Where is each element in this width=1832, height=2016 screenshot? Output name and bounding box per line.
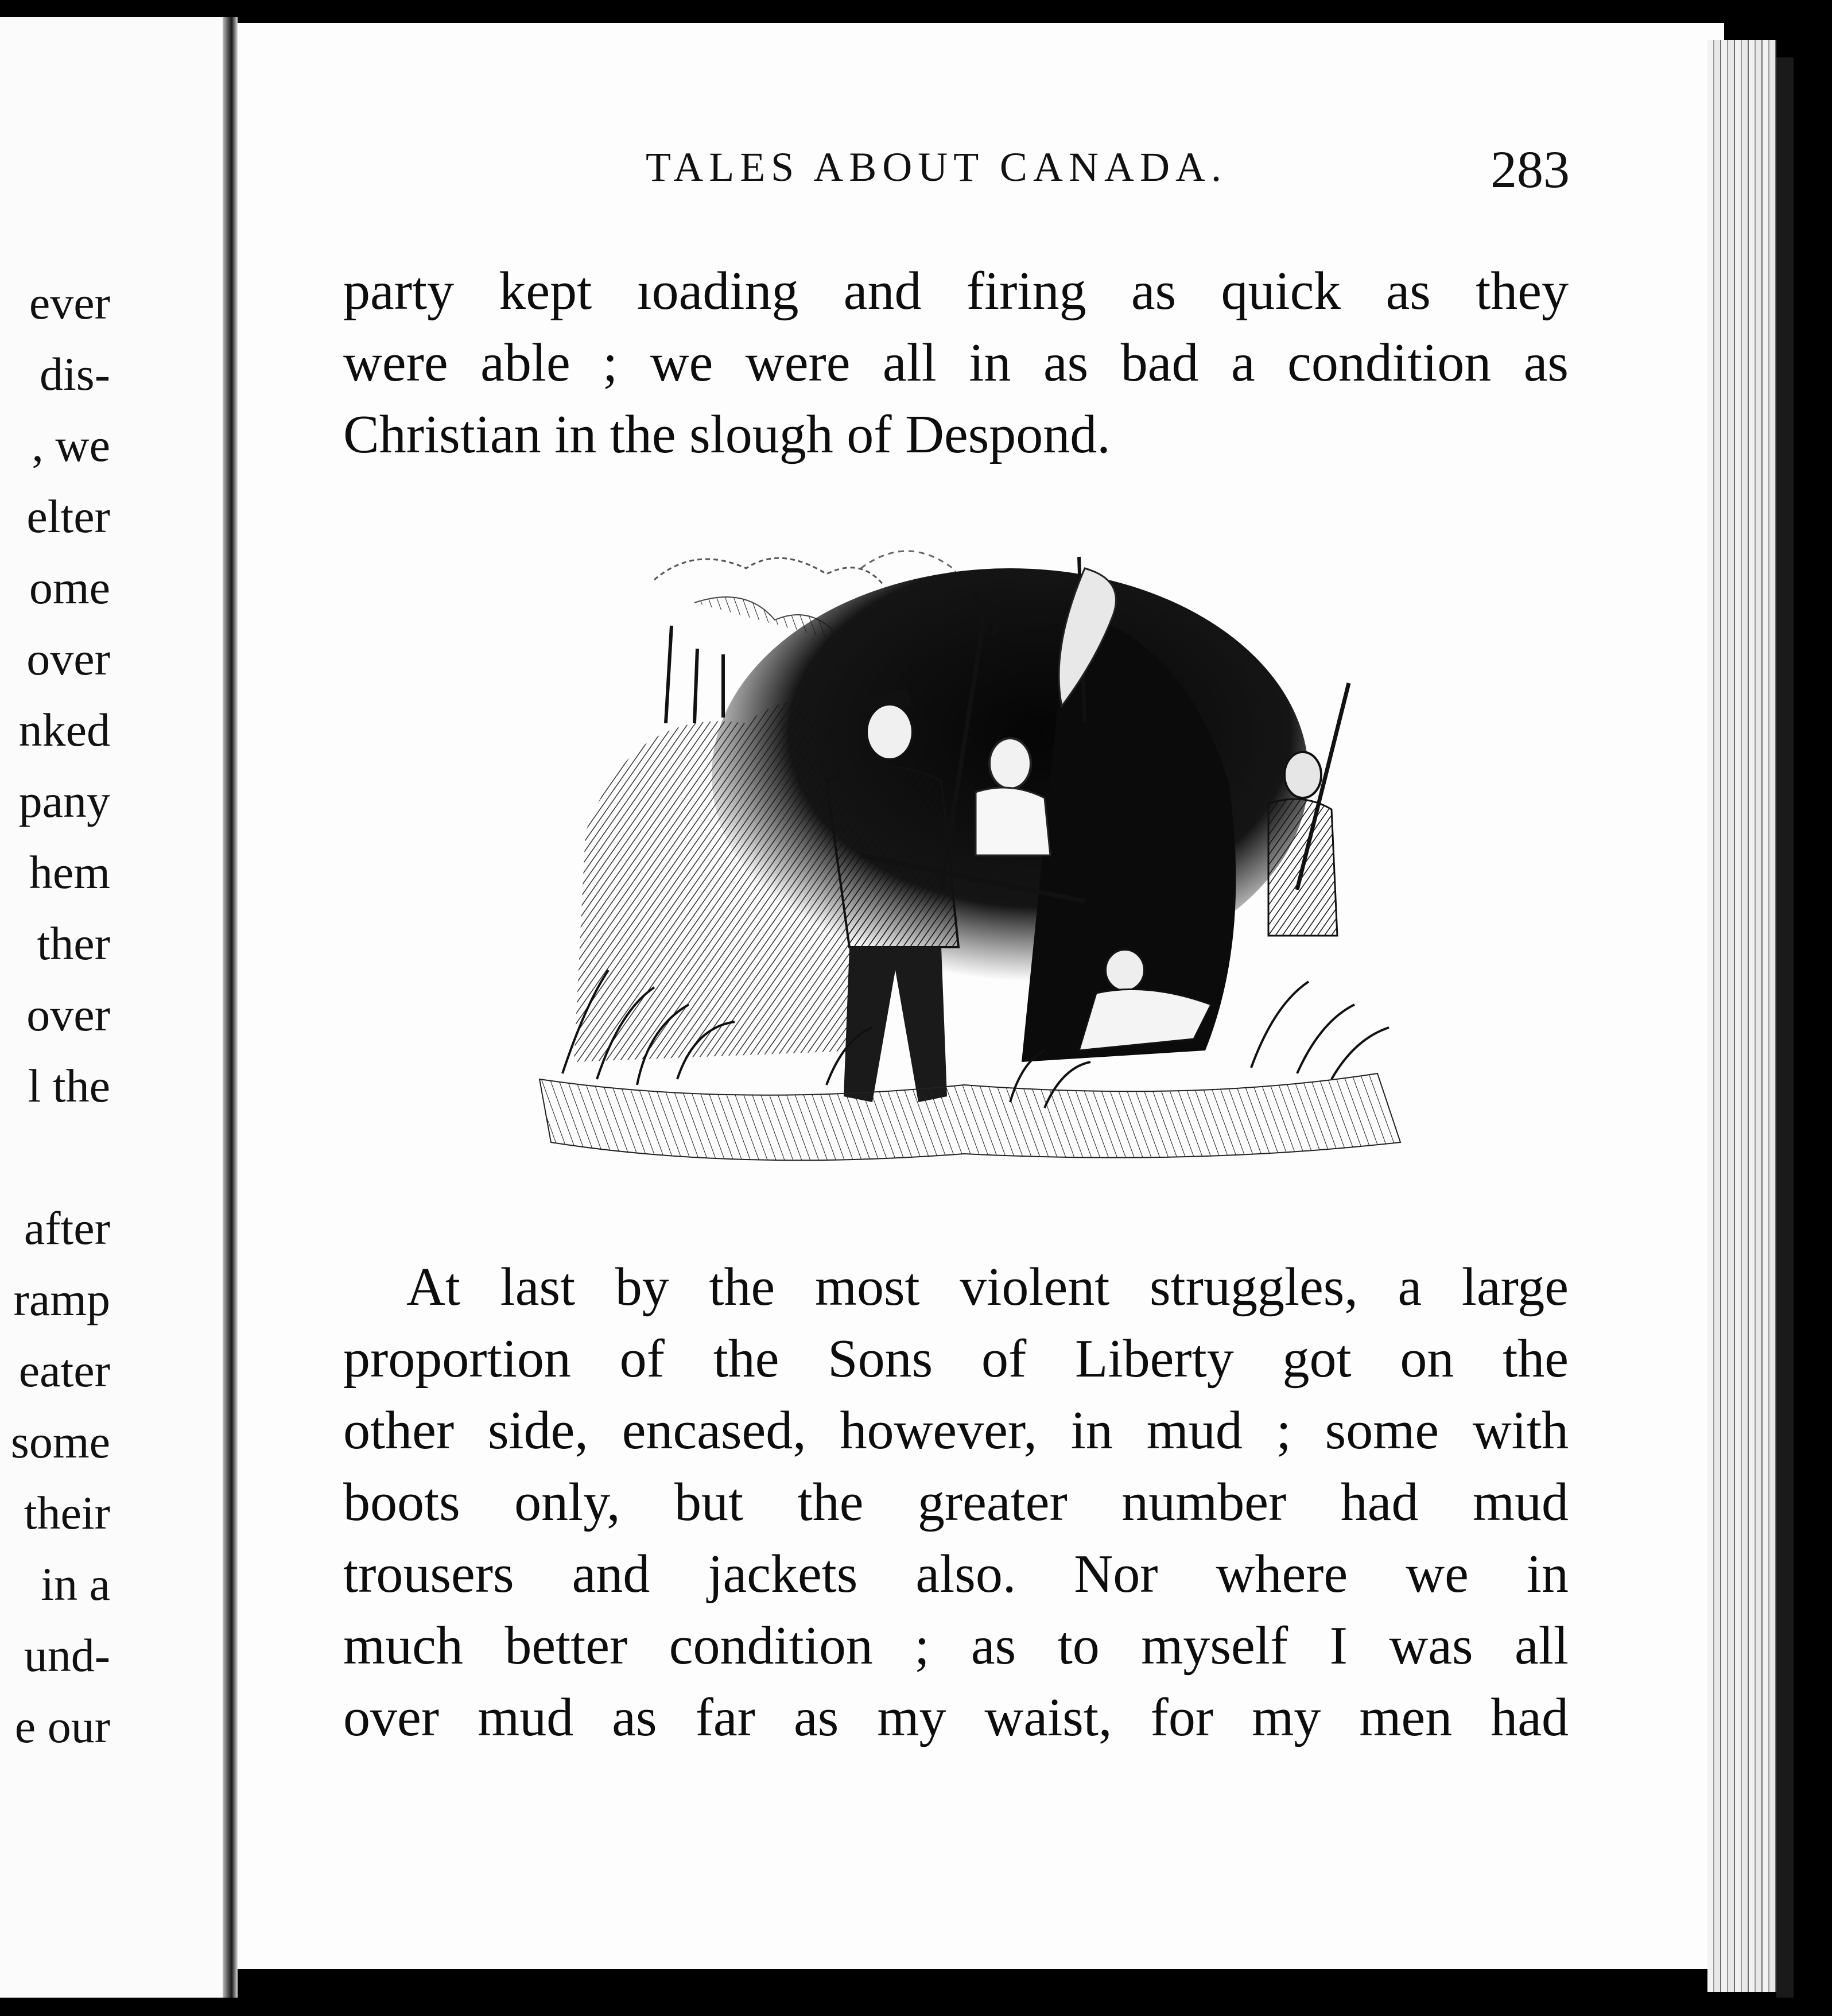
left-line: nked — [18, 704, 110, 756]
page-edges — [1707, 40, 1776, 1992]
engraving-soldiers-in-swamp — [505, 534, 1423, 1234]
paragraph-bottom — [343, 1251, 1569, 1754]
left-line: over — [26, 988, 110, 1041]
text-line: much better condition ; as to myself I was all — [343, 1616, 1569, 1676]
left-line: over — [26, 633, 110, 685]
page-number: 283 — [1491, 140, 1570, 199]
left-line: ome — [29, 561, 110, 614]
left-line: elter — [26, 490, 110, 542]
text-line: were able ; we were all in as bad a condition as — [343, 333, 1569, 393]
text-line: At last by the most violent struggles, a large — [406, 1257, 1569, 1317]
book-gutter — [223, 17, 238, 1998]
text-line: other side, encased, however, in mud ; some with — [343, 1401, 1569, 1460]
running-head: TALES ABOUT CANADA. — [646, 144, 1227, 190]
left-line: pany — [18, 775, 110, 827]
left-line: e our — [14, 1700, 110, 1753]
engraving-illustration — [505, 534, 1423, 1234]
text-line: boots only, but the greater number had mud — [343, 1472, 1569, 1532]
text-line: over mud as far as my waist, for my men had — [343, 1688, 1569, 1747]
left-line: after — [24, 1202, 110, 1254]
left-line: l the — [28, 1060, 110, 1112]
left-line: their — [24, 1487, 110, 1539]
page-header — [646, 140, 1570, 201]
left-page — [0, 17, 223, 1998]
left-line: , we — [32, 419, 110, 471]
text-line: proportion of the Sons of Liberty got on the — [343, 1329, 1569, 1389]
left-line: ramp — [13, 1273, 110, 1325]
text-line: Christian in the slough of Despond. — [343, 405, 1111, 464]
left-line: dis- — [40, 348, 110, 400]
text-line: trousers and jackets also. Nor where we in — [343, 1544, 1569, 1604]
left-line: eater — [18, 1344, 110, 1397]
paragraph-gap — [0, 1122, 110, 1193]
left-line: in a — [41, 1558, 110, 1610]
left-line: ther — [37, 917, 110, 970]
left-line: hem — [29, 846, 110, 898]
paragraph-top — [343, 255, 1569, 471]
left-page-text-column — [0, 267, 110, 1762]
left-line: und- — [24, 1629, 110, 1681]
left-line: ever — [29, 277, 110, 329]
text-line: party kept ıoading and firing as quick as they — [343, 261, 1569, 321]
left-line: some — [10, 1416, 110, 1468]
cover-edge — [1776, 57, 1794, 1998]
